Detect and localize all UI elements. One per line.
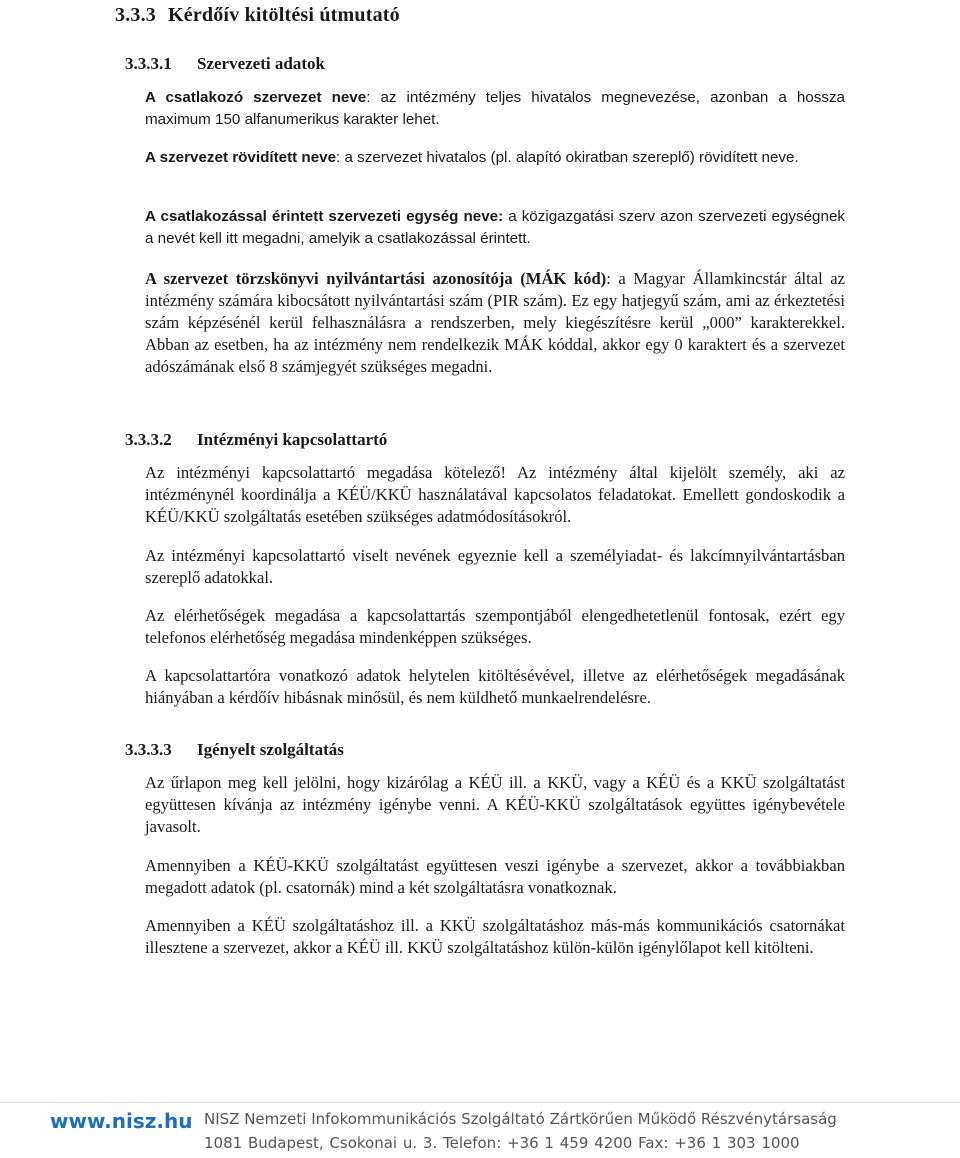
subsection-title: Intézményi kapcsolattartó (197, 430, 388, 449)
footer-website-link[interactable]: www.nisz.hu (50, 1109, 193, 1133)
field-term: A csatlakozó szervezet neve (145, 89, 367, 106)
paragraph-szervezeti-egyseg-neve (145, 206, 845, 250)
field-description: : az intézmény teljes hivatalos megnevezése, azonban a hossza maximum 150 alfanumerikus karakter lehet. (145, 89, 845, 128)
footer-address-contact: 1081 Budapest, Csokonai u. 3. Telefon: +36 1 459 4200 Fax: +36 1 303 1000 (204, 1134, 800, 1152)
paragraph-csatlakozo-szervezet-neve (145, 87, 845, 131)
paragraph-kapcsolattarto-kotelezo: Az intézményi kapcsolattartó megadása kötelező! Az intézmény által kijelölt személy, aki az intézménynél koordinálja a KÉÜ/KKÜ használatával kapcsolatos feladatokat. Emellett gondoskodik a KÉÜ/KKÜ szolgáltatás esetében szükséges adatmódosításokról. (145, 463, 845, 526)
field-term: A szervezet rövidített neve (145, 149, 337, 166)
subsection-title: Szervezeti adatok (197, 54, 325, 73)
paragraph-kulon-igenylolap: Amennyiben a KÉÜ szolgáltatáshoz ill. a KKÜ szolgáltatáshoz más-más kommunikációs csatornákat illesztene a szervezet, akkor a KÉÜ ill. KKÜ szolgáltatáshoz külön-külön igénylőlapot kell kitölteni. (145, 916, 845, 957)
subsection-number: 3.3.3.3 (125, 740, 172, 759)
subsection-heading-szervezeti-adatok (125, 54, 325, 74)
section-heading (115, 4, 400, 27)
subsection-title: Igényelt szolgáltatás (197, 740, 344, 759)
footer-company-name: NISZ Nemzeti Infokommunikációs Szolgáltató Zártkörűen Működő Részvénytársaság (204, 1110, 837, 1128)
subsection-number: 3.3.3.2 (125, 430, 172, 449)
subsection-heading-kapcsolattarto (125, 430, 387, 450)
field-term: A csatlakozással érintett szervezeti egység neve: (145, 208, 504, 225)
field-description: a közigazgatási szerv azon szervezeti egységnek a nevét kell itt megadni, amelyik a csatlakozással érintett. (145, 208, 845, 247)
field-description: : a Magyar Államkincstár által az intézmény számára kibocsátott nyilvántartási szám (PIR szám). Ez egy hatjegyű szám, ami az érkeztetési szám képzésénél kerül felhasználásra a rendszerben, mely kiegészítésre kerül „000” karakterekkel. Abban az esetben, ha az intézmény nem rendelkezik MÁK kóddal, akkor egy 0 karaktert és a szervezet adószámának első 8 számjegyét szükséges megadni. (145, 269, 845, 376)
subsection-number: 3.3.3.1 (125, 54, 172, 73)
field-term: A szervezet törzskönyvi nyilvántartási azonosítója (MÁK kód) (145, 269, 607, 288)
footer-divider (0, 1102, 960, 1103)
section-number: 3.3.3 (115, 4, 156, 26)
paragraph-urlap-jeloles: Az űrlapon meg kell jelölni, hogy kizárólag a KÉÜ ill. a KKÜ, vagy a KÉÜ és a KKÜ szolgáltatást együttesen kívánja az intézmény igénybe venni. A KÉÜ-KKÜ szolgáltatások együttes igénybevétele javasolt. (145, 773, 845, 836)
paragraph-helytelen-kitoltes: A kapcsolattartóra vonatkozó adatok helytelen kitöltésévével, illetve az elérhetőségek megadásának hiányában a kérdőív hibásnak minősül, és nem küldhető munkaelrendelésre. (145, 666, 845, 707)
field-description: : a szervezet hivatalos (pl. alapító okiratban szereplő) rövidített neve. (336, 149, 799, 166)
paragraph-viselt-nev: Az intézményi kapcsolattartó viselt nevének egyeznie kell a személyiadat- és lakcímnyilvántartásban szereplő adatokkal. (145, 546, 845, 587)
paragraph-egyuttes-igenybevetel: Amennyiben a KÉÜ-KKÜ szolgáltatást együttesen veszi igénybe a szervezet, akkor a továbbiakban megadott adatok (pl. csatornák) mind a két szolgáltatásra vonatkoznak. (145, 856, 845, 897)
paragraph-szervezet-rovid-neve (145, 147, 845, 169)
section-title: Kérdőív kitöltési útmutató (168, 4, 400, 26)
paragraph-mak-kod (145, 268, 845, 378)
subsection-heading-igenyelt-szolgaltatas (125, 740, 344, 760)
paragraph-elerhetosegek: Az elérhetőségek megadása a kapcsolattartás szempontjából elengedhetetlenül fontosak, ezért egy telefonos elérhetőség megadása mindenképpen szükséges. (145, 606, 845, 647)
